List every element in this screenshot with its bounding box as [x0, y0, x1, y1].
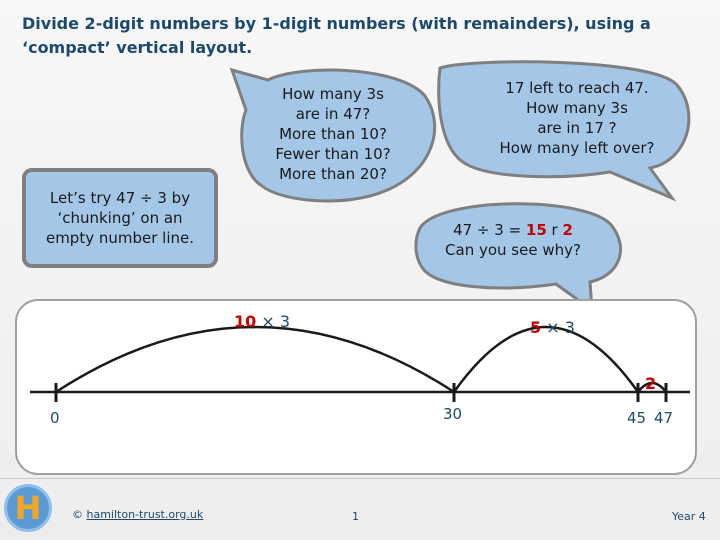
bubble-3-line-2: Can you see why? — [445, 241, 581, 259]
bubble-3-text — [418, 220, 608, 260]
jump-1-multiplier: 10 — [234, 312, 257, 331]
slide-title: Divide 2-digit numbers by 1-digit numbers (with remainders), using a ‘compact’ vertical layout. — [22, 14, 651, 57]
tick-label-47: 47 — [654, 409, 674, 427]
remainder-r: r — [546, 221, 563, 239]
equation-prefix: 47 ÷ 3 = — [453, 221, 526, 239]
intro-callout-text: Let’s try 47 ÷ 3 by ‘chunking’ on an empty number line. — [45, 189, 195, 247]
remainder: 2 — [562, 221, 573, 239]
bubble-2-line-3: are in 17 ? — [537, 119, 617, 137]
jump-2-rest: × 3 — [541, 318, 575, 337]
hamilton-logo — [4, 484, 52, 532]
bubble-2-line-4: How many left over? — [499, 139, 655, 157]
bubble-1-line-3: More than 10? — [279, 125, 387, 143]
jump-1-rest: × 3 — [256, 312, 291, 331]
jump-2-multiplier: 5 — [530, 318, 542, 337]
year-label: Year 4 — [672, 510, 706, 523]
footer-divider — [0, 478, 720, 479]
bubble-1-line-4: Fewer than 10? — [275, 145, 391, 163]
bubble-1-line-1: How many 3s — [282, 85, 384, 103]
bubble-2-line-1: 17 left to reach 47. — [505, 79, 649, 97]
bubble-3-equation — [418, 220, 608, 240]
bubble-2-line-2: How many 3s — [526, 99, 628, 117]
number-line-panel — [16, 300, 696, 474]
bubble-1-line-2: are in 47? — [295, 105, 371, 123]
bubble-1-line-5: More than 20? — [279, 165, 387, 183]
jump-label-10x3 — [234, 312, 290, 331]
jump-label-remainder: 2 — [645, 374, 657, 393]
logo-letter: H — [14, 489, 42, 527]
jump-label-5x3 — [530, 318, 575, 337]
bubble-2-text — [484, 78, 670, 158]
copyright-link[interactable]: hamilton-trust.org.uk — [86, 508, 204, 521]
page-number: 1 — [352, 510, 359, 523]
quotient: 15 — [525, 221, 547, 239]
tick-label-45: 45 — [627, 409, 647, 427]
tick-label-30: 30 — [443, 405, 463, 423]
bubble-1-text — [262, 84, 404, 184]
copyright-symbol: © — [72, 508, 87, 521]
copyright — [72, 508, 203, 521]
tick-label-0: 0 — [50, 409, 60, 427]
